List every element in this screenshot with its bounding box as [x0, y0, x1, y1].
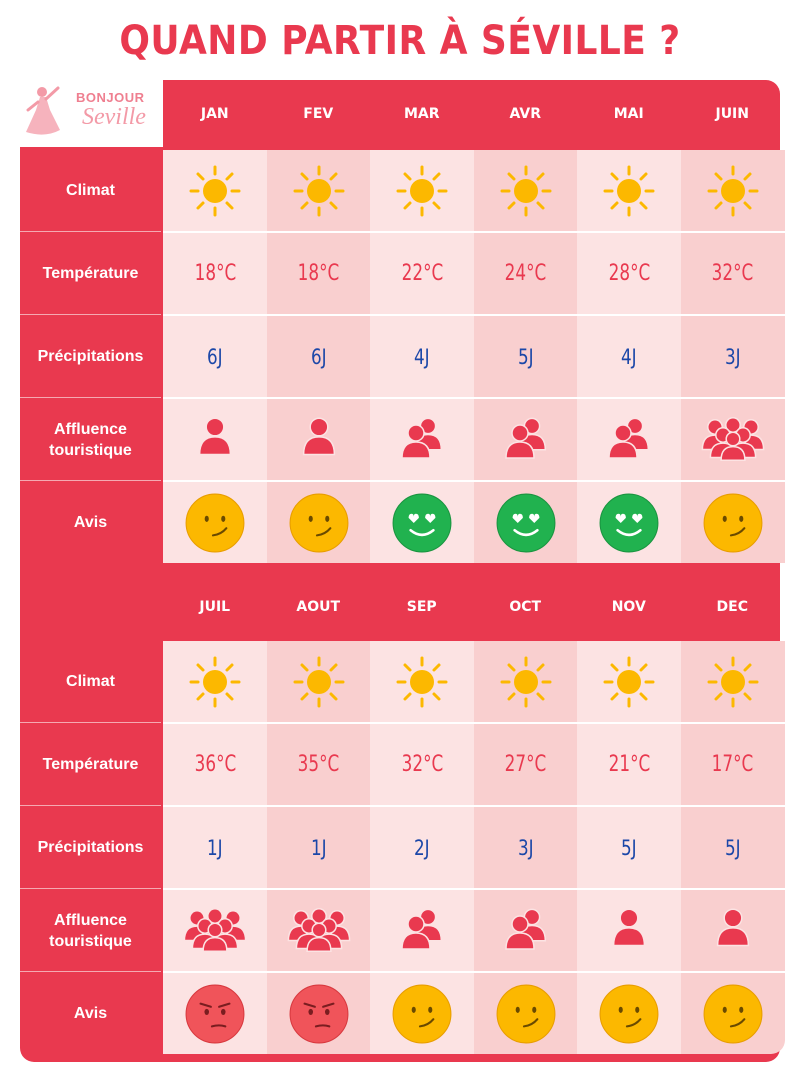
- temperature-value: 32°C: [711, 261, 754, 286]
- precipitation-days: 6J: [310, 344, 327, 369]
- table-cell: [681, 641, 785, 722]
- unhappy-face-icon: [288, 983, 350, 1045]
- logo-text-seville: Seville: [82, 104, 146, 130]
- heart-eyes-face-icon: [391, 492, 453, 554]
- sun-icon: [599, 652, 659, 712]
- row-separator: [163, 971, 784, 973]
- table-cell: [370, 890, 474, 971]
- table-cell: [474, 890, 578, 971]
- neutral-face-icon: [598, 983, 660, 1045]
- table-cell: [370, 150, 474, 231]
- temperature-value: 24°C: [504, 261, 547, 286]
- month-header: SEP: [406, 599, 437, 615]
- neutral-face-icon: [184, 492, 246, 554]
- precipitation-days: 5J: [724, 835, 741, 860]
- sun-icon: [703, 652, 763, 712]
- row-label: Précipitations: [37, 348, 144, 365]
- neutral-face-icon: [391, 983, 453, 1045]
- crowd-icon: [287, 906, 351, 956]
- precipitation-days: 4J: [621, 344, 637, 369]
- two-people-icon: [599, 415, 659, 465]
- month-header: DEC: [716, 599, 748, 615]
- table-cell: [163, 807, 267, 888]
- table-cell: [681, 973, 785, 1054]
- temperature-value: 18°C: [297, 261, 340, 286]
- row-divider: [20, 314, 161, 315]
- table-cell: [370, 399, 474, 480]
- temperature-value: 18°C: [194, 261, 236, 286]
- table-cell: [681, 807, 785, 888]
- logo-text-bonjour: BONJOUR: [76, 90, 145, 105]
- temperature-value: 36°C: [194, 752, 236, 777]
- table-cell: [681, 724, 785, 805]
- month-header: JAN: [200, 106, 229, 122]
- row-separator: [163, 480, 784, 482]
- sun-icon: [496, 652, 556, 712]
- heart-eyes-face-icon: [495, 492, 557, 554]
- temperature-value: 28°C: [608, 261, 650, 286]
- row-separator: [163, 888, 784, 890]
- table-cell: [681, 233, 785, 314]
- row-separator: [163, 805, 784, 807]
- table-cell: [577, 399, 681, 480]
- table-cell: [474, 807, 578, 888]
- row-separator: [163, 314, 784, 316]
- row-separator: [163, 231, 784, 233]
- one-person-icon: [599, 906, 659, 956]
- table-cell: [474, 641, 578, 722]
- row-label: Température: [42, 265, 139, 282]
- table-cell: [267, 150, 371, 231]
- table-cell: [474, 316, 578, 397]
- table-cell: [163, 890, 267, 971]
- temperature-value: 21°C: [608, 752, 650, 777]
- neutral-face-icon: [702, 983, 764, 1045]
- table-cell: [267, 316, 371, 397]
- table-cell: [163, 641, 267, 722]
- row-divider: [20, 888, 161, 889]
- two-people-icon: [392, 415, 452, 465]
- table-cell: [163, 724, 267, 805]
- table-cell: [267, 973, 371, 1054]
- table-cell: [267, 890, 371, 971]
- table-cell: [267, 399, 371, 480]
- precipitation-days: 5J: [517, 344, 534, 369]
- temperature-value: 35°C: [297, 752, 340, 777]
- table-cell: [370, 807, 474, 888]
- table-cell: [267, 807, 371, 888]
- table-cell: [370, 316, 474, 397]
- table-cell: [267, 233, 371, 314]
- one-person-icon: [703, 906, 763, 956]
- row-label: Climat: [66, 673, 115, 690]
- month-header: JUIL: [199, 599, 231, 615]
- sun-icon: [703, 161, 763, 221]
- neutral-face-icon: [495, 983, 557, 1045]
- table-cell: [681, 399, 785, 480]
- table-cell: [577, 482, 681, 563]
- logo: [20, 80, 155, 140]
- table-cell: [474, 233, 578, 314]
- temperature-value: 27°C: [504, 752, 547, 777]
- sun-icon: [392, 161, 452, 221]
- two-people-icon: [496, 415, 556, 465]
- flamenco-dancer-icon: [20, 80, 70, 140]
- table-cell: [577, 316, 681, 397]
- precipitation-days: 1J: [310, 835, 327, 860]
- month-header: AOUT: [296, 599, 341, 615]
- month-header: FEV: [303, 106, 334, 122]
- table-cell: [474, 150, 578, 231]
- table-cell: [163, 150, 267, 231]
- row-label: Climat: [66, 182, 115, 199]
- table-cell: [267, 724, 371, 805]
- row-label: Avis: [73, 514, 108, 531]
- crowd-icon: [701, 415, 765, 465]
- two-people-icon: [392, 906, 452, 956]
- table-cell: [163, 973, 267, 1054]
- precipitation-days: 3J: [517, 835, 534, 860]
- row-label: Avis: [73, 1005, 108, 1022]
- table-cell: [267, 641, 371, 722]
- month-header: AVR: [509, 106, 541, 122]
- row-divider: [20, 231, 161, 232]
- temperature-value: 17°C: [711, 752, 754, 777]
- row-divider: [20, 397, 161, 398]
- table-cell: [577, 641, 681, 722]
- sun-icon: [392, 652, 452, 712]
- table-cell: [370, 973, 474, 1054]
- sun-icon: [289, 652, 349, 712]
- neutral-face-icon: [288, 492, 350, 554]
- table-cell: [163, 399, 267, 480]
- table-cell: [681, 482, 785, 563]
- table-cell: [474, 973, 578, 1054]
- row-separator: [163, 722, 784, 724]
- table-cell: [370, 641, 474, 722]
- precipitation-days: 2J: [414, 835, 430, 860]
- sun-icon: [185, 652, 245, 712]
- table-cell: [577, 233, 681, 314]
- precipitation-days: 1J: [207, 835, 223, 860]
- row-label: Température: [42, 756, 139, 773]
- sun-icon: [599, 161, 659, 221]
- precipitation-days: 6J: [207, 344, 223, 369]
- table-cell: [370, 482, 474, 563]
- two-people-icon: [496, 906, 556, 956]
- table-cell: [163, 482, 267, 563]
- row-label: Affluence touristique: [49, 911, 132, 950]
- table-cell: [577, 973, 681, 1054]
- table-cell: [681, 890, 785, 971]
- table-cell: [681, 150, 785, 231]
- table-cell: [577, 724, 681, 805]
- sun-icon: [496, 161, 556, 221]
- one-person-icon: [289, 415, 349, 465]
- neutral-face-icon: [702, 492, 764, 554]
- table-cell: [163, 316, 267, 397]
- month-header: NOV: [611, 599, 646, 615]
- temperature-value: 32°C: [401, 752, 443, 777]
- unhappy-face-icon: [184, 983, 246, 1045]
- row-divider: [20, 971, 161, 972]
- precipitation-days: 5J: [621, 835, 637, 860]
- month-header: MAR: [403, 106, 440, 122]
- table-cell: [370, 724, 474, 805]
- table-cell: [474, 399, 578, 480]
- table-cell: [163, 233, 267, 314]
- row-label: Précipitations: [37, 839, 144, 856]
- table-cell: [577, 890, 681, 971]
- crowd-icon: [183, 906, 247, 956]
- one-person-icon: [185, 415, 245, 465]
- table-cell: [370, 233, 474, 314]
- row-label: Affluence touristique: [49, 420, 132, 459]
- precipitation-days: 4J: [414, 344, 430, 369]
- page-title: QUAND PARTIR À SÉVILLE ?: [119, 18, 681, 64]
- row-divider: [20, 722, 161, 723]
- sun-icon: [185, 161, 245, 221]
- table-cell: [474, 482, 578, 563]
- month-header: OCT: [509, 599, 542, 615]
- month-header: MAI: [613, 106, 644, 122]
- table-cell: [577, 150, 681, 231]
- heart-eyes-face-icon: [598, 492, 660, 554]
- month-header: JUIN: [715, 106, 749, 122]
- row-divider: [20, 480, 161, 481]
- table-cell: [577, 807, 681, 888]
- table-cell: [681, 316, 785, 397]
- temperature-value: 22°C: [401, 261, 443, 286]
- sun-icon: [289, 161, 349, 221]
- row-divider: [20, 805, 161, 806]
- row-separator: [163, 397, 784, 399]
- table-cell: [474, 724, 578, 805]
- precipitation-days: 3J: [724, 344, 741, 369]
- table-cell: [267, 482, 371, 563]
